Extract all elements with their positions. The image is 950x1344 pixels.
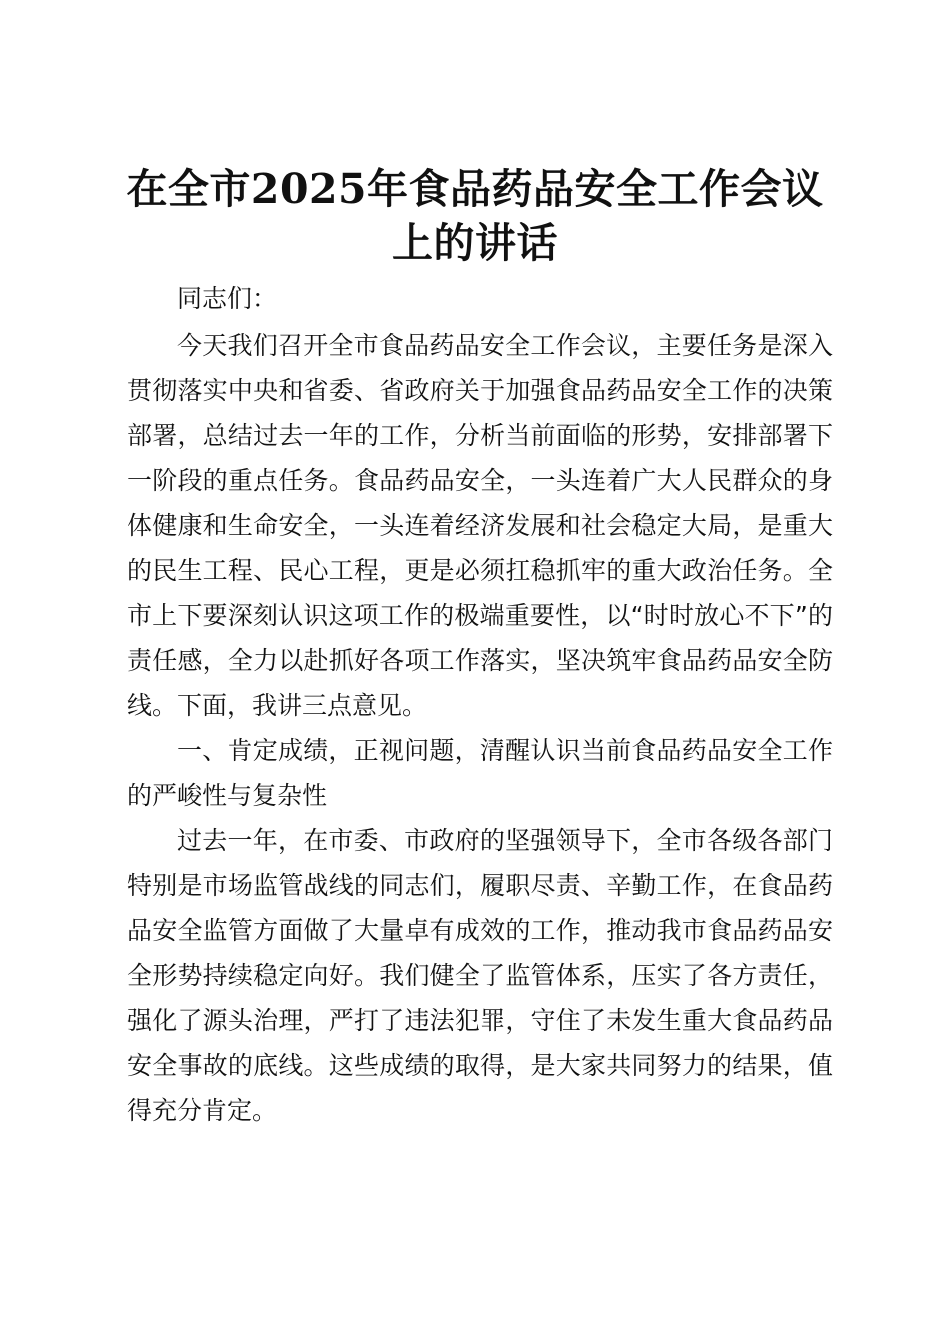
paragraph-intro: 今天我们召开全市食品药品安全工作会议，主要任务是深入贯彻落实中央和省委、省政府关于加强食品药品安全工作的决策部署，总结过去一年的工作，分析当前面临的形势，安排部署下一阶段的重点任务。食品药品安全，一头连着广大人民群众的身体健康和生命安全，一头连着经济发展和社会稳定大局，是重大的民生工程、民心工程，更是必须扛稳抓牢的重大政治任务。全市上下要深刻认识这项工作的极端重要性，以“时时放心不下”的责任感，全力以赴抓好各项工作落实，坚决筑牢食品药品安全防线。下面，我讲三点意见。	[127, 331, 833, 720]
document-title: 在全市2025年食品药品安全工作会议上的讲话	[126, 165, 824, 267]
section-heading-1: 一、肯定成绩，正视问题，清醒认识当前食品药品安全工作的严峻性与复杂性	[127, 736, 833, 810]
document-body	[127, 276, 833, 1133]
paragraph-achievements: 过去一年，在市委、市政府的坚强领导下，全市各级各部门特别是市场监管战线的同志们，履职尽责、辛勤工作，在食品药品安全监管方面做了大量卓有成效的工作，推动我市食品药品安全形势持续稳定向好。我们健全了监管体系，压实了各方责任，强化了源头治理，严打了违法犯罪，守住了未发生重大食品药品安全事故的底线。这些成绩的取得，是大家共同努力的结果，值得充分肯定。	[127, 826, 833, 1125]
greeting-line: 同志们：	[177, 284, 278, 313]
